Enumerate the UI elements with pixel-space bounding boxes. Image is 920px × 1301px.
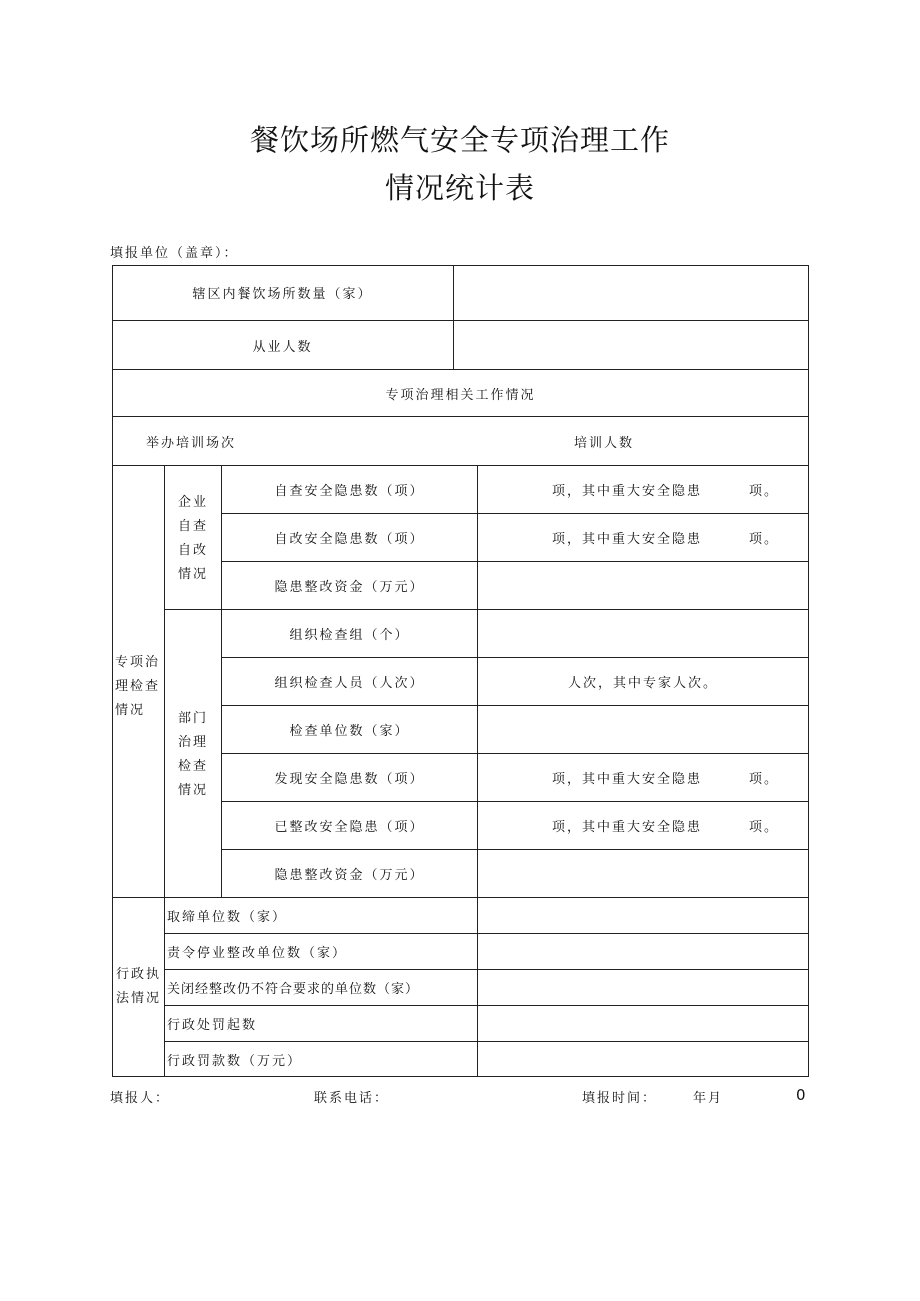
inspectors-label: 组织检查人员（人次）: [274, 676, 425, 691]
inspectors-value[interactable]: 人次，其中专家人次。: [567, 676, 718, 691]
penalty-cases-label: 行政处罚起数: [167, 1018, 258, 1033]
statistics-table: [112, 265, 809, 1077]
suspended-units-value[interactable]: [478, 934, 808, 969]
employees-value[interactable]: [454, 321, 808, 369]
inspection-groups-label: 组织检查组（个）: [289, 628, 410, 643]
fixed-hazards-unit: 项。: [749, 820, 780, 835]
enforcement-label: 行政执 法情况: [115, 967, 161, 1006]
department-fund-value[interactable]: [478, 850, 808, 897]
inspection-groups-value[interactable]: [478, 610, 808, 657]
fines-amount-value[interactable]: [478, 1042, 808, 1076]
banned-units-label: 取缔单位数（家）: [167, 910, 288, 925]
self-check-hazards-value[interactable]: 项，其中重大安全隐患: [552, 484, 703, 499]
enterprise-fund-label: 隐患整改资金（万元）: [274, 580, 425, 595]
inspected-units-value[interactable]: [478, 706, 808, 753]
enterprise-self-check-label: 企业 自查 自改 情况: [177, 495, 208, 582]
penalty-cases-value[interactable]: [478, 1006, 808, 1041]
phone-label: 联系电话：: [314, 1091, 390, 1106]
fixed-hazards-value[interactable]: 项，其中重大安全隐患: [552, 820, 703, 835]
page-number: 0: [796, 1086, 806, 1104]
training-people-label: 培训人数: [574, 435, 635, 451]
year-month-label: 年月: [693, 1091, 724, 1106]
found-hazards-label: 发现安全隐患数（项）: [274, 772, 425, 787]
filler-label: 填报人：: [110, 1091, 171, 1106]
banned-units-value[interactable]: [478, 898, 808, 933]
section-header: 专项治理相关工作情况: [385, 387, 536, 403]
self-fixed-hazards-value[interactable]: 项，其中重大安全隐患: [552, 532, 703, 547]
suspended-units-label: 责令停业整改单位数（家）: [167, 946, 348, 961]
fill-time-label: 填报时间：: [582, 1091, 658, 1106]
self-fixed-hazards-unit: 项。: [749, 532, 780, 547]
closed-units-value[interactable]: [478, 970, 808, 1005]
fines-amount-label: 行政罚款数（万元）: [167, 1053, 303, 1069]
reporting-unit-label: 填报单位（盖章）：: [110, 246, 239, 261]
training-sessions-label: 举办培训场次: [146, 435, 237, 451]
self-check-hazards-label: 自查安全隐患数（项）: [274, 484, 425, 499]
document-title-line2: 情况统计表: [384, 171, 535, 205]
department-inspection-label: 部门 治理 检查 情况: [177, 711, 208, 798]
inspected-units-label: 检查单位数（家）: [289, 724, 410, 739]
fixed-hazards-label: 已整改安全隐患（项）: [274, 820, 425, 835]
self-check-hazards-unit: 项。: [749, 484, 780, 499]
self-fixed-hazards-label: 自改安全隐患数（项）: [274, 532, 425, 547]
venue-count-label: 辖区内餐饮场所数量（家）: [192, 287, 373, 302]
employees-label: 从业人数: [252, 339, 313, 355]
department-fund-label: 隐患整改资金（万元）: [274, 868, 425, 883]
document-title-line1: 餐饮场所燃气安全专项治理工作: [249, 123, 670, 157]
closed-units-label: 关闭经整改仍不符合要求的单位数（家）: [167, 982, 420, 997]
inspection-group-label: 专项治 理检查 情况: [115, 655, 161, 718]
found-hazards-unit: 项。: [749, 772, 780, 787]
found-hazards-value[interactable]: 项，其中重大安全隐患: [552, 772, 703, 787]
venue-count-value[interactable]: [454, 265, 808, 320]
enterprise-fund-value[interactable]: [478, 562, 808, 609]
